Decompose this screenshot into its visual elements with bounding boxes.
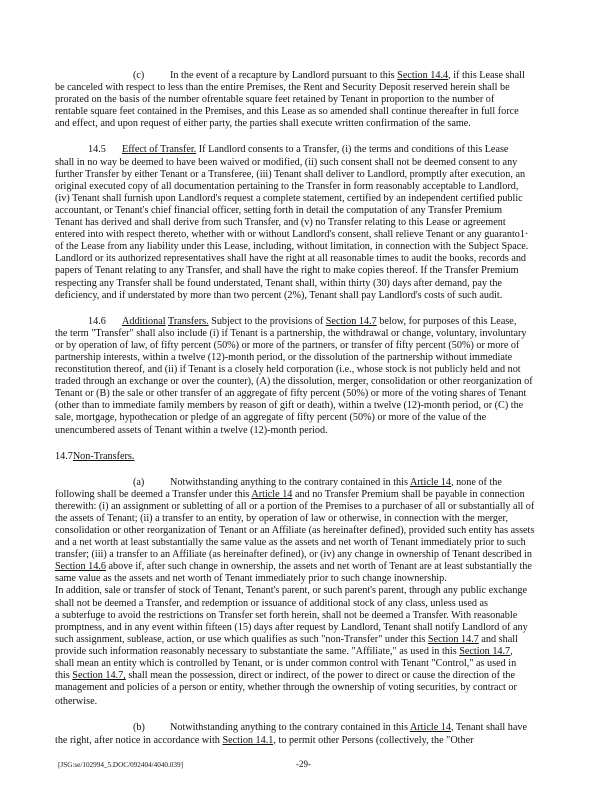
subsection-label: (c) (133, 70, 145, 81)
section-title: Non-Transfers. (72, 450, 135, 462)
cross-reference: Section 14.1, (222, 734, 276, 746)
cross-reference: Article 14 (409, 722, 451, 734)
section-title: Additional (122, 315, 166, 327)
section-number: 14.6 (88, 315, 106, 327)
document-page (55, 70, 558, 759)
section-title: Transfers. (167, 315, 209, 327)
subsection-label: (b) (133, 722, 145, 734)
section-title: Effect of Transfer. (122, 144, 197, 156)
subsection-label: (a) (133, 476, 145, 488)
paragraph-14-4-c: (c) In the event of a recapture by Landlord pursuant to this Section 14.4, if this Lease shall be canceled with respect to less than the entire Premises, the Rent and Security Deposit reserved herein shall be prorated on the basis of the number ofrentable square feet retained by Tenant in proportion to the number of rentable square feet contained in the Premises, and this Lease as so amended shall continue thereafter in full force and effect, and upon request of either party, the parties shall execute written confirmation of the same. (55, 70, 525, 130)
section-14-7-heading (55, 451, 558, 463)
cross-reference: Article 14 (251, 488, 293, 500)
document-id: [JSG:se/102994_5.DOC/092404/4040.039] (58, 761, 183, 769)
page-number: -29- (296, 759, 311, 769)
cross-reference: Section 14.4 (397, 70, 449, 81)
section-14-5: 14.5 Effect of Transfer. If Landlord consents to a Transfer, (i) the terms and conditions of this Lease shall in no way be deemed to have been waived or modified, (ii) such consent shall not be deemed consent to any further Transfer by either Tenant or a Transferee, (iii) Tenant shall deliver to Landlord, promptly after execution, an original executed copy of all documentation pertaining to the Transfer in form reasonably acceptable to Landlord, (iv) Tenant shall furnish upon Landlord's request a complete statement, certified by an independent certified public accountant, or Tenant's chief financial officer, setting forth in detail the computation of any Transfer Premium Tenant has derived and shall derive from such Transfer, and (v) no Transfer relating to this Lease or agreement entered into with respect thereto, whether with or without Landlord's consent, shall relieve Tenant or any guaranto1· of the Lease from any liability under this Lease, including, without limitation, in connection with the Subject Space. Landlord or its authorized representatives shall have the right at all reasonable times to audit the books, records and papers of Tenant relating to any Transfer, and shall have the right to make copies thereof. If the Transfer Premium respecting any Transfer shall be found understated, Tenant shall, within thirty (30) days after demand, pay the deficiency, and if understated by more than two percent (2%), Tenant shall pay Landlord's costs of such audit. (55, 144, 529, 301)
paragraph-14-7-b: (b) Notwithstanding anything to the contrary contained in this Article 14, Tenant shall have the right, after notice in accordance with Section 14.1, to permit other Persons (collectively, the "Other (55, 722, 528, 746)
cross-reference: Section 14.7 (325, 315, 377, 327)
cross-reference: Section 14.6 (55, 561, 106, 573)
cross-reference: Article 14 (409, 476, 451, 488)
paragraph-14-7-a: (a) Notwithstanding anything to the contrary contained in this Article 14, none of the following shall be deemed a Transfer under this Article 14 and no Transfer Premium shall be payable in connection therewith: (i) an assignment or subletting of all or a portion of the Premises to a purchaser of all or substantially all of the assets of Tenant; (ii) a transfer to an entity, by operation of law or otherwise, in connection with the merger, consolidation or other reorganization of Tenant or an Affiliate (as hereinafter defined), provided such entity has assets and a net worth at least substantially the same value as the assets and net worth of Tenant immediately prior to such transfer; (iii) a transfer to an Affiliate (as hereinafter defined), or (iv) any change in ownership of Tenant described in Section 14.6 above if, after such change in ownership, the assets and net worth of Tenant are at least substantially the same value as the assets and net worth of Tenant immediately prior to such change inownership. In addition, sale or transfer of stock of Tenant, Tenant's parent, or such parent's parent, through any public exchange shall not be deemed a Transfer, and redemption or issuance of additional stock of any class, unless used as a subterfuge to avoid the restrictions on Transfer set forth herein, shall not be deemed a Transfer. With reasonable promptness, and in any event within fifteen (15) days after request by Landlord, Tenant shall notify Landlord of any such assignment, sublease, action, or use which qualifies as such "non-Transfer" under this Section 14.7 and shall provide such information reasonably necessary to substantiate the same. "Affiliate," as used in this Section 14.7, shall mean an entity which is controlled by Tenant, or is under common control with Tenant "Control," as used in this Section 14.7, shall mean the possession, direct or indirect, of the power to direct or cause the direction of the management and policies of a person or entity, whether through the ownership of voting securities, by contract or otherwise. (55, 476, 535, 708)
cross-reference: Section 14.7 (427, 633, 479, 645)
section-number: 14.5 (88, 144, 106, 156)
section-number: 14.7 (55, 450, 73, 462)
section-14-6: 14.6 Additional Transfers. Subject to the provisions of Section 14.7 below, for purposes of this Lease, the term "Transfer" shall also include (i) if Tenant is a partnership, the withdrawal or change, voluntary, involuntary or by operation of law, of fifty percent (50%) or more of the partners, or transfer of fifty percent (50%) or more of partnership interests, within a twelve (12)-month period, or the dissolution of the partnership without immediate reconstitution thereof, and (ii) if Tenant is a closely held corporation (i.e., whose stock is not publicly held and not traded through an exchange or over the counter), (A) the dissolution, merger, consolidation or other reorganization of Tenant or (B) the sale or other transfer of an aggregate of fifty percent (50%) or more of the voting shares of Tenant (other than to immediate family members by reason of gift or death), within a twelve (12)-month period, or (C) the sale, mortgage, hypothecation or pledge of an aggregate of fifty percent (50%) or more of the value of the unencumbered assets of Tenant within a twelve (12)-month period. (55, 315, 533, 436)
cross-reference: Section 14.7 (459, 645, 511, 657)
cross-reference: Section 14.7, (72, 670, 126, 682)
